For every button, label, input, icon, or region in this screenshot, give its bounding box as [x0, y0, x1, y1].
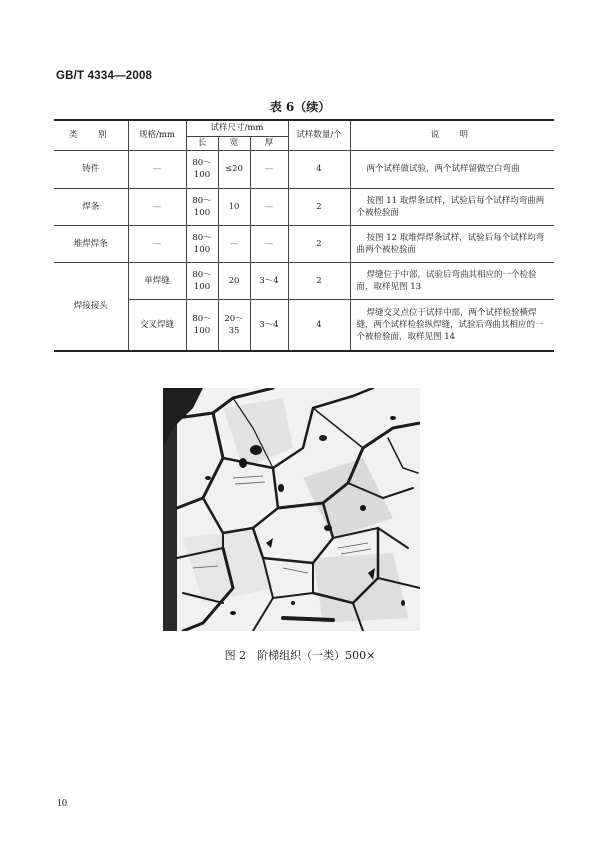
row-thickness: 3～4 — [250, 262, 288, 299]
row-note: 按图 12 取堆焊焊条试样，试验后每个试样均弯曲两个被检验面 — [350, 225, 554, 262]
row-count: 4 — [288, 299, 350, 351]
row-note: 按图 11 取焊条试样，试验后每个试样均弯曲两个被检验面 — [350, 188, 554, 225]
row-length: 80～100 — [186, 188, 218, 225]
row-spec: 交叉焊缝 — [128, 299, 186, 351]
table-row — [54, 150, 554, 188]
header-count: 试样数量/个 — [288, 120, 350, 150]
row-category: 铸件 — [54, 150, 128, 188]
row-width: 20 — [218, 262, 250, 299]
figure-caption: 图 2 阶梯组织（一类）500× — [224, 649, 376, 662]
row-category: 焊接接头 — [54, 262, 128, 351]
row-thickness: — — [250, 188, 288, 225]
specimen-table — [54, 119, 554, 352]
table-row — [54, 188, 554, 225]
row-length: 80～100 — [186, 150, 218, 188]
table-caption: 表 6（续） — [269, 100, 331, 114]
row-length: 80～100 — [186, 225, 218, 262]
header-width: 宽 — [218, 136, 250, 150]
header-category: 类 别 — [54, 120, 128, 150]
row-thickness: — — [250, 225, 288, 262]
page-number: 10 — [57, 798, 67, 809]
row-thickness: 3～4 — [250, 299, 288, 351]
row-length: 80～100 — [186, 262, 218, 299]
header-spec: 规格/mm — [128, 120, 186, 150]
header-thickness: 厚 — [250, 136, 288, 150]
row-note: 两个试样做试验，两个试样留做空白弯曲 — [350, 150, 554, 188]
micrograph-image — [163, 388, 420, 631]
table-row — [54, 262, 554, 299]
row-count: 2 — [288, 188, 350, 225]
row-count: 2 — [288, 262, 350, 299]
row-note: 焊缝交叉点位于试样中部，两个试样检验横焊缝，两个试样检验纵焊缝，试验后弯曲其相应的一个被检验面，取样见图 14 — [350, 299, 554, 351]
row-note: 焊缝位于中部，试验后弯曲其相应的一个检验面，取样见图 13 — [350, 262, 554, 299]
table-row — [54, 225, 554, 262]
row-count: 4 — [288, 150, 350, 188]
standard-code: GB/T 4334—2008 — [56, 70, 153, 82]
header-length: 长 — [186, 136, 218, 150]
row-width: ≤20 — [218, 150, 250, 188]
row-count: 2 — [288, 225, 350, 262]
header-size-group: 试样尺寸/mm — [186, 120, 288, 136]
row-category: 焊条 — [54, 188, 128, 225]
row-width: 20～35 — [218, 299, 250, 351]
row-category: 堆焊焊条 — [54, 225, 128, 262]
row-width: — — [218, 225, 250, 262]
row-spec: 单焊缝 — [128, 262, 186, 299]
row-spec: — — [128, 188, 186, 225]
row-spec: — — [128, 150, 186, 188]
table-row — [54, 299, 554, 351]
row-width: 10 — [218, 188, 250, 225]
row-spec: — — [128, 225, 186, 262]
header-note: 说 明 — [350, 120, 554, 150]
row-thickness: — — [250, 150, 288, 188]
row-length: 80～100 — [186, 299, 218, 351]
